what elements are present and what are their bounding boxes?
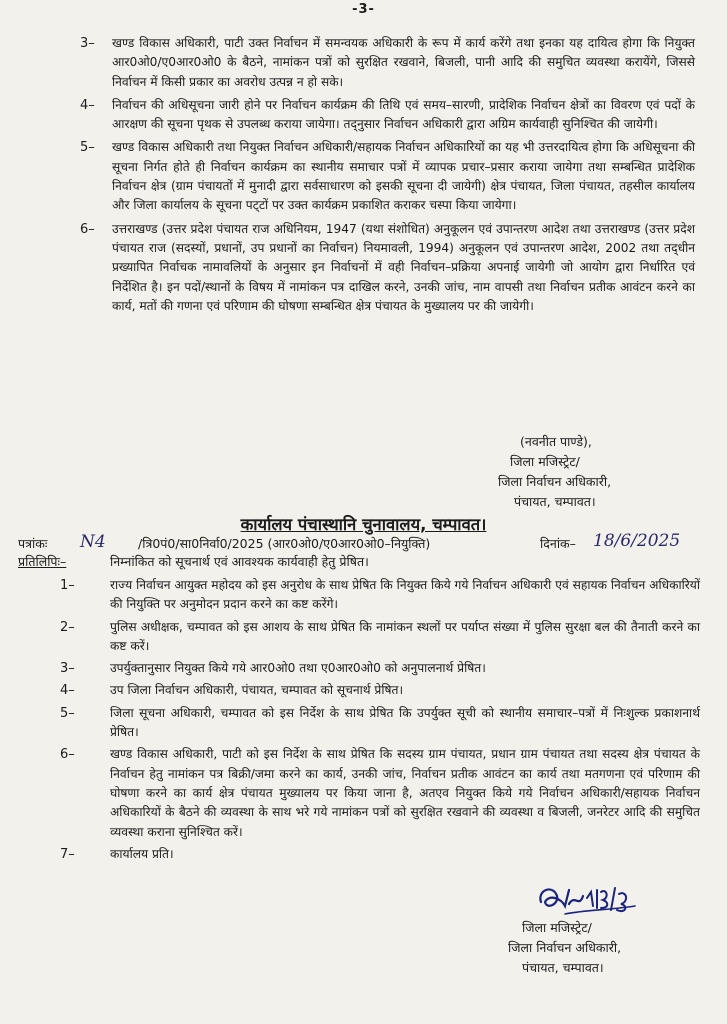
item-text: खण्ड विकास अधिकारी तथा नियुक्त निर्वाचन अधिकारी/सहायक निर्वाचन अधिकारियों का यह भी उत्तरदायित्व होगा कि अधिसूचना की सूचना निर्गत होते ही निर्वाचन कार्यक्रम का स्थानीय समाचार पत्रों में व्यापक प्रचार–प्रसार कराया जायेगा तथा सम्बन्धित प्रादेशिक निर्वाचन क्षेत्र (ग्राम पंचायतों में मुनादी द्वारा सर्वसाधारण को इसकी सूचना दी जायेगी) क्षेत्र पंचायत, जिला पंचायत, तहसील कार्यालय और जिला कार्यालय के सूचना पट्‌टों पर उक्त कार्यक्रम प्रकाशित कराकर चस्पा किया जायेगा। — [112, 140, 695, 213]
handwritten-date: 18/6/2025 — [593, 531, 681, 551]
list-item — [70, 138, 695, 215]
list-item — [40, 845, 700, 864]
copy-intro: निम्नांकित को सूचनार्थ एवं आवश्यक कार्यवाही हेतु प्रेषित। — [110, 554, 369, 569]
item-number: 6– — [80, 221, 95, 237]
item-number: 3– — [80, 36, 95, 51]
section-1-list — [70, 34, 695, 320]
list-item — [70, 34, 695, 92]
item-number: 4– — [60, 683, 75, 699]
handwritten-signature — [535, 880, 645, 920]
signatory-place: पंचायत, चम्पावत। — [522, 960, 604, 975]
item-text: उप जिला निर्वाचन अधिकारी, पंचायत, चम्पावत को सूचनार्थ प्रेषित। — [110, 683, 404, 698]
page-number: -3- — [352, 2, 375, 17]
list-item — [40, 618, 700, 657]
list-item — [40, 659, 700, 678]
item-text: उपर्युक्तानुसार नियुक्त किये गये आर0ओ0 तथा ए0आर0ओ0 को अनुपालनार्थ प्रेषित। — [110, 661, 486, 676]
item-text: जिला सूचना अधिकारी, चम्पावत को इस निर्देश के साथ प्रेषित कि उपर्युक्त सूची को स्थानीय समाचार–पत्रों में निःशुल्क प्रकाशनार्थ प्रेषित। — [110, 705, 700, 740]
reference-label: पत्रांकः — [18, 536, 48, 551]
signatory-designation: जिला मजिस्ट्रेट/ — [510, 454, 580, 469]
item-text: उत्तराखण्ड (उत्तर प्रदेश पंचायत राज अधिनियम, 1947 (यथा संशोधित) अनुकूलन एवं उपान्तरण आदेश तथा उत्तराखण्ड (उत्तर प्रदेश पंचायत राज (सदस्यों, प्रधानों, उप प्रधानों का निर्वाचन) नियमावली, 1994) अनुकूलन एवं उपान्तरण आदेश, 2002 तथा तद्‌धीन प्रख्यापित निर्वाचक नामावलियों के अनुसार इन निर्वाचनों में वही निर्वाचन–प्रक्रिया अपनाई जायेगी जो आयोग द्वारा निर्धारित एवं निर्देशित है। इन पदों/स्थानों के विषय में नामांकन पत्र दाखिल करने, उनकी जांच, नाम वापसी तथा निर्वाचन प्रतीक आवंटन करने का कार्य, मतों की गणना एवं परिणाम की घोषणा सम्बन्धित क्षेत्र पंचायत के मुख्यालय पर की जायेगी। — [112, 221, 695, 313]
signatory-designation-2: जिला निर्वाचन अधिकारी, — [498, 474, 612, 489]
item-text: राज्य निर्वाचन आयुक्त महोदय को इस अनुरोध के साथ प्रेषित कि नियुक्त किये गये निर्वाचन अधिकारी एवं सहायक निर्वाचन अधिकारियों की नियुक्ति पर अनुमोदन प्रदान करने का कष्ट करेंगे। — [110, 578, 700, 612]
item-text: खण्ड विकास अधिकारी, पाटी को इस निर्देश के साथ प्रेषित कि सदस्य ग्राम पंचायत, प्रधान ग्राम पंचायत तथा सदस्य क्षेत्र पंचायत के निर्वाचन हेतु नामांकन पत्र बिक्री/जमा करने का कार्य, उनकी जांच, निर्वाचन प्रतीक आवंटन का कार्य तथा मतगणना एवं परिणाम की घोषणा करने का कार्य क्षेत्र पंचायत मुख्यालय पर किया जाना है, अतएव नियुक्त किये गये निर्वाचन अधिकारी/सहायक निर्वाचन अधिकारियों के बैठने की व्यवस्था के साथ भरे गये नामांकन पत्रों को सुरक्षित रखवाने की व्यवस्था व बिजली, जनरेटर आदि की समुचित व्यवस्था कराना सुनिश्चित करें। — [110, 747, 700, 839]
item-number: 3– — [60, 661, 75, 677]
copy-label: प्रतिलिपिः– — [18, 554, 67, 569]
reference-body: /त्रि0पं0/सा0निर्वा0/2025 (आर0ओ0/ए0आर0ओ0–नियुक्ति) — [138, 536, 431, 551]
handwritten-letter-number: N4 — [80, 532, 106, 552]
date-label: दिनांक– — [540, 536, 576, 551]
signature-block-1 — [480, 432, 660, 512]
item-text: पुलिस अधीक्षक, चम्पावत को इस आशय के साथ प्रेषित कि नामांकन स्थलों पर पर्याप्त संख्या में पुलिस सुरक्षा बल की तैनाती करने का कष्ट करें। — [110, 619, 700, 653]
signatory-place: पंचायत, चम्पावत। — [514, 494, 596, 509]
item-number: 4– — [80, 97, 95, 113]
section-2-list — [40, 576, 700, 867]
list-item — [70, 96, 695, 135]
list-item — [40, 704, 700, 743]
item-number: 7– — [60, 846, 75, 862]
signatory-designation: जिला मजिस्ट्रेट/ — [522, 920, 592, 935]
item-text: कार्यालय प्रति। — [110, 846, 174, 861]
item-number: 6– — [60, 747, 75, 763]
item-text: निर्वाचन की अधिसूचना जारी होने पर निर्वाचन कार्यक्रम की तिथि एवं समय–सारणी, प्रादेशिक निर्वाचन क्षेत्रों का विवरण एवं पदों के आरक्षण की सूचना पृथक से उपलब्ध कराया जायेगा। तद्नुसार निर्वाचन अधिकारी द्वारा अग्रिम कार्यवाही सुनिश्चित की जायेगी। — [112, 97, 695, 132]
office-header-text: कार्यालय पंचास्थानि चुनावालय, चम्पावत। — [240, 515, 487, 534]
signature-block-2 — [508, 918, 698, 978]
list-item — [70, 220, 695, 316]
item-text: खण्ड विकास अधिकारी, पाटी उक्त निर्वाचन में समन्वयक अधिकारी के रूप में कार्य करेंगे तथा इनका यह दायित्व होगा कि नियुक्त आर0ओ0/ए0आर0ओ0 के बैठने, नामांकन पत्रों को सुरक्षित रखवाने, बिजली, पानी आदि की समुचित व्यवस्था करायेंगे, जिससे निर्वाचन में किसी प्रकार का अवरोध उत्पन्न न हो सके। — [112, 36, 695, 89]
item-number: 1– — [60, 578, 75, 593]
list-item — [40, 681, 700, 700]
list-item — [40, 745, 700, 841]
list-item — [40, 576, 700, 615]
signatory-designation-2: जिला निर्वाचन अधिकारी, — [508, 940, 622, 955]
signatory-name: (नवनीत पाण्डे), — [520, 434, 592, 449]
item-number: 2– — [60, 619, 75, 635]
item-number: 5– — [80, 140, 95, 156]
item-number: 5– — [60, 705, 75, 721]
